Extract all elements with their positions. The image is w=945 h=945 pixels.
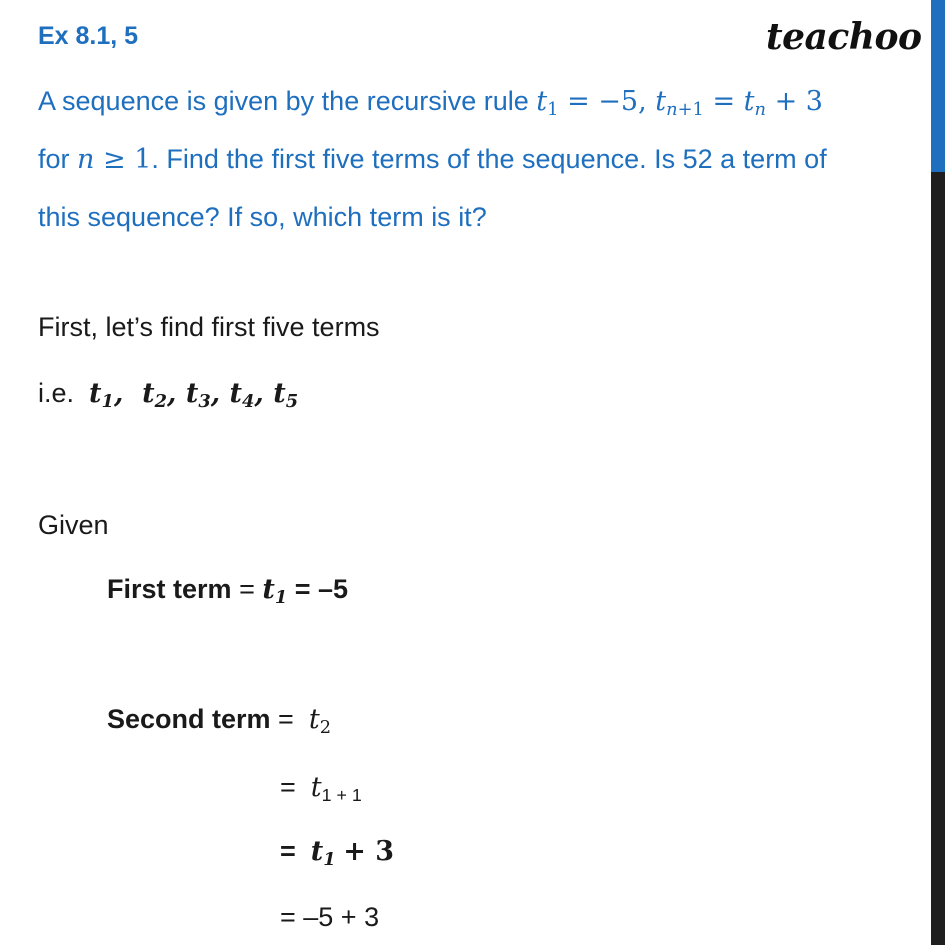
- condition-formula: n ≥ 1: [77, 144, 152, 175]
- first-term-label: First term: [107, 574, 232, 604]
- second-term-line: Second term = $t_2$: [107, 704, 332, 738]
- sidebar-accent: [931, 0, 945, 172]
- recursive-rule-formula: $t_1 = -5$, $t_{n+1} = t_n + 3$: [536, 86, 823, 120]
- second-term-label: Second term: [107, 704, 271, 734]
- brand-logo: teachoo: [766, 16, 922, 58]
- terms-list: [38, 378, 299, 412]
- question-line-1: [38, 86, 823, 120]
- intro-text: First, let’s find first five terms: [38, 312, 380, 342]
- step-index: = $t_{1 + 1}$: [280, 772, 362, 805]
- question-line-3: this sequence? If so, which term is it?: [38, 202, 487, 232]
- first-term-value: = –5: [294, 574, 349, 604]
- terms-formula: $t_1$, $t_2$, $t_3$, $t_4$, $t_5$: [89, 378, 299, 412]
- step-substitute: = –5 + 3: [280, 902, 380, 932]
- right-sidebar: [931, 0, 945, 945]
- question-line-2: [38, 144, 827, 175]
- question-line-1-text: A sequence is given by the recursive rule: [38, 86, 537, 116]
- second-term-symbol: $t_2$: [308, 704, 332, 738]
- step-recursive: = $t_1 + 3$: [280, 836, 394, 870]
- exercise-title: Ex 8.1, 5: [38, 22, 139, 50]
- question-line-2-rest: . Find the first five terms of the sequence. Is 52 a term of: [151, 144, 827, 174]
- first-term-line: First term = $t_1 = -5$: [107, 574, 349, 608]
- given-label: Given: [38, 510, 109, 540]
- first-term-symbol: $t_1$: [262, 574, 288, 608]
- ie-prefix: i.e.: [38, 378, 75, 408]
- question-line-2-prefix: for: [38, 144, 78, 174]
